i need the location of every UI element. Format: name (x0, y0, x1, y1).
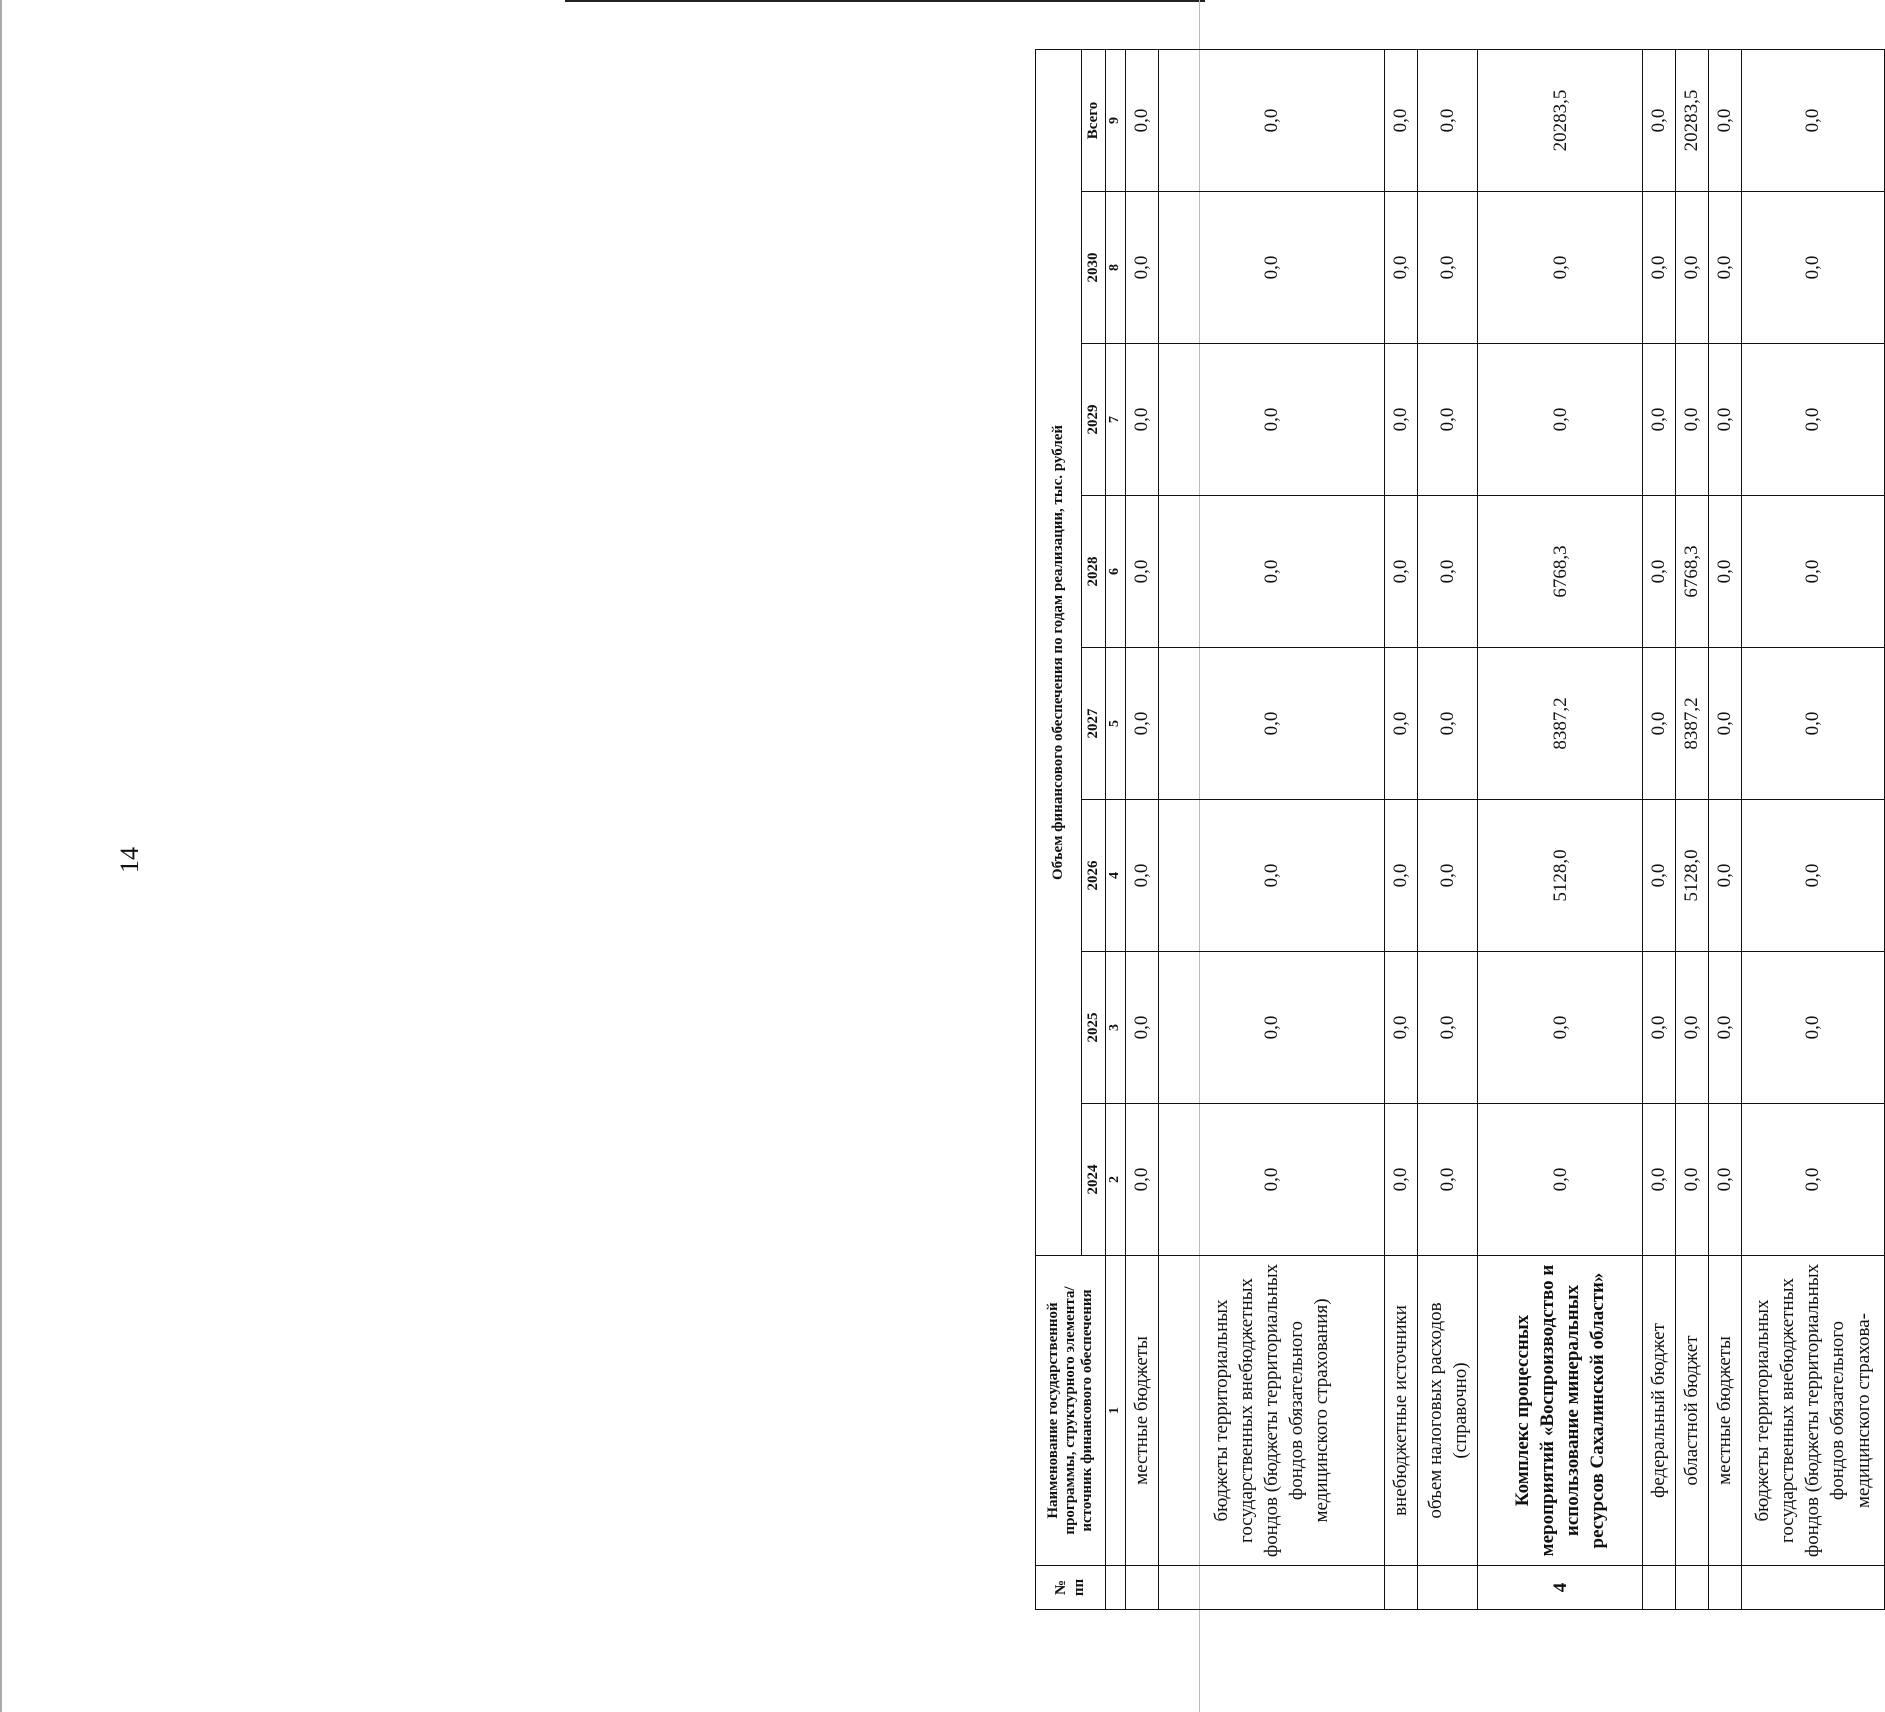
row-value: 0,0 (1384, 952, 1417, 1104)
row-value: 0,0 (1741, 952, 1884, 1104)
header-col-number: 9 (1106, 49, 1126, 191)
row-value: 0,0 (1126, 952, 1159, 1104)
header-col-number: 2 (1106, 1104, 1126, 1256)
row-index (1675, 1566, 1708, 1610)
row-value: 0,0 (1741, 344, 1884, 496)
row-value: 8387,2 (1478, 648, 1643, 800)
row-index (1417, 1566, 1478, 1610)
row-value: 0,0 (1126, 800, 1159, 952)
rotated-table-container (1035, 89, 1885, 1610)
page-number: 14 (115, 847, 144, 873)
table-row (1642, 49, 1675, 1609)
row-index (1708, 1566, 1741, 1610)
table-row (1126, 49, 1159, 1609)
row-value: 0,0 (1708, 648, 1741, 800)
row-name: объем налоговых расходов (справочно) (1417, 1256, 1478, 1566)
row-value: 0,0 (1708, 49, 1741, 191)
table-row (1741, 49, 1884, 1609)
row-value: 0,0 (1384, 49, 1417, 191)
row-name: областной бюджет (1675, 1256, 1708, 1566)
row-index (1741, 1566, 1884, 1610)
header-col-number: 4 (1106, 800, 1126, 952)
row-value: 0,0 (1708, 192, 1741, 344)
row-name: бюджеты территориальных государственных внебюджетных фондов (бюджеты территориальных фондов обязательного медицинского страхова- (1741, 1256, 1884, 1566)
row-value: 0,0 (1642, 49, 1675, 191)
row-value: 0,0 (1417, 1104, 1478, 1256)
header-year-2026: 2026 (1082, 800, 1106, 952)
row-value: 0,0 (1741, 192, 1884, 344)
row-value: 0,0 (1126, 192, 1159, 344)
row-value: 0,0 (1741, 648, 1884, 800)
row-value: 0,0 (1642, 344, 1675, 496)
row-value: 0,0 (1708, 496, 1741, 648)
row-value: 0,0 (1642, 1104, 1675, 1256)
row-value: 0,0 (1417, 800, 1478, 952)
row-value: 0,0 (1708, 800, 1741, 952)
row-value: 0,0 (1384, 496, 1417, 648)
row-value: 0,0 (1384, 192, 1417, 344)
header-year-2027: 2027 (1082, 648, 1106, 800)
scan-edge-top (565, 0, 1205, 2)
row-value: 0,0 (1158, 192, 1384, 344)
row-value: 0,0 (1741, 49, 1884, 191)
row-value: 0,0 (1478, 192, 1643, 344)
row-name: внебюджетные источники (1384, 1256, 1417, 1566)
row-value: 0,0 (1478, 1104, 1643, 1256)
header-name: Наименование государственной программы, структурного элемента/источник финансового обеспечения (1036, 1256, 1106, 1566)
table-row (1384, 49, 1417, 1609)
row-value: 0,0 (1417, 952, 1478, 1104)
header-year-2024: 2024 (1082, 1104, 1106, 1256)
row-value: 0,0 (1741, 496, 1884, 648)
row-value: 0,0 (1642, 952, 1675, 1104)
row-name: местные бюджеты (1708, 1256, 1741, 1566)
row-name: бюджеты территориальных государственных внебюджетных фондов (бюджеты территориальных фондов обязательного медицинского страхования) (1158, 1256, 1384, 1566)
row-value: 0,0 (1417, 49, 1478, 191)
table-row (1417, 49, 1478, 1609)
row-value: 0,0 (1158, 800, 1384, 952)
row-value: 8387,2 (1675, 648, 1708, 800)
row-value: 20283,5 (1675, 49, 1708, 191)
row-value: 0,0 (1741, 800, 1884, 952)
row-index (1158, 1566, 1384, 1610)
financing-table (1035, 49, 1885, 1610)
table-row (1675, 49, 1708, 1609)
header-col-number: 3 (1106, 952, 1126, 1104)
row-value: 0,0 (1708, 1104, 1741, 1256)
header-col-number: 7 (1106, 344, 1126, 496)
table-row (1478, 49, 1643, 1609)
row-index: 4 (1478, 1566, 1643, 1610)
row-value: 0,0 (1158, 49, 1384, 191)
row-value: 0,0 (1642, 496, 1675, 648)
header-year-2025: 2025 (1082, 952, 1106, 1104)
row-value: 0,0 (1417, 648, 1478, 800)
row-value: 6768,3 (1675, 496, 1708, 648)
row-value: 0,0 (1741, 1104, 1884, 1256)
scan-edge-left (0, 0, 2, 1712)
row-value: 6768,3 (1478, 496, 1643, 648)
header-col-number: 1 (1106, 1256, 1126, 1566)
row-value: 0,0 (1675, 952, 1708, 1104)
row-value: 0,0 (1126, 344, 1159, 496)
row-value: 0,0 (1126, 648, 1159, 800)
row-value: 0,0 (1478, 344, 1643, 496)
header-col-number-blank (1106, 1566, 1126, 1610)
row-value: 0,0 (1158, 344, 1384, 496)
row-value: 0,0 (1384, 344, 1417, 496)
row-value: 0,0 (1708, 952, 1741, 1104)
row-value: 0,0 (1642, 192, 1675, 344)
row-name: местные бюджеты (1126, 1256, 1159, 1566)
table-row (1708, 49, 1741, 1609)
row-value: 5128,0 (1478, 800, 1643, 952)
row-value: 0,0 (1417, 192, 1478, 344)
header-total: Всего (1082, 49, 1106, 191)
row-index (1126, 1566, 1159, 1610)
row-value: 0,0 (1158, 496, 1384, 648)
row-name: Комплекс процессных мероприятий «Воспроизводство и использование минеральных ресурсов Сахалинской области» (1478, 1256, 1643, 1566)
header-year-2029: 2029 (1082, 344, 1106, 496)
header-number: № пп (1036, 1566, 1106, 1610)
row-value: 20283,5 (1478, 49, 1643, 191)
row-index (1384, 1566, 1417, 1610)
header-col-number: 6 (1106, 496, 1126, 648)
table-body (1126, 49, 1885, 1609)
row-value: 0,0 (1158, 1104, 1384, 1256)
row-value: 0,0 (1384, 800, 1417, 952)
row-value: 0,0 (1642, 800, 1675, 952)
row-value: 0,0 (1384, 1104, 1417, 1256)
row-value: 5128,0 (1675, 800, 1708, 952)
header-col-number: 8 (1106, 192, 1126, 344)
header-year-2030: 2030 (1082, 192, 1106, 344)
header-year-2028: 2028 (1082, 496, 1106, 648)
row-value: 0,0 (1708, 344, 1741, 496)
row-index (1642, 1566, 1675, 1610)
row-value: 0,0 (1642, 648, 1675, 800)
row-value: 0,0 (1158, 648, 1384, 800)
row-value: 0,0 (1158, 952, 1384, 1104)
row-value: 0,0 (1675, 344, 1708, 496)
row-value: 0,0 (1478, 952, 1643, 1104)
row-value: 0,0 (1126, 1104, 1159, 1256)
row-value: 0,0 (1417, 344, 1478, 496)
row-value: 0,0 (1675, 192, 1708, 344)
header-funding: Объем финансового обеспечения по годам реализации, тыс. рублей (1036, 49, 1082, 1255)
table-row (1158, 49, 1384, 1609)
row-value: 0,0 (1126, 496, 1159, 648)
row-value: 0,0 (1417, 496, 1478, 648)
row-value: 0,0 (1126, 49, 1159, 191)
row-value: 0,0 (1384, 648, 1417, 800)
row-name: федеральный бюджет (1642, 1256, 1675, 1566)
header-col-number: 5 (1106, 648, 1126, 800)
row-value: 0,0 (1675, 1104, 1708, 1256)
